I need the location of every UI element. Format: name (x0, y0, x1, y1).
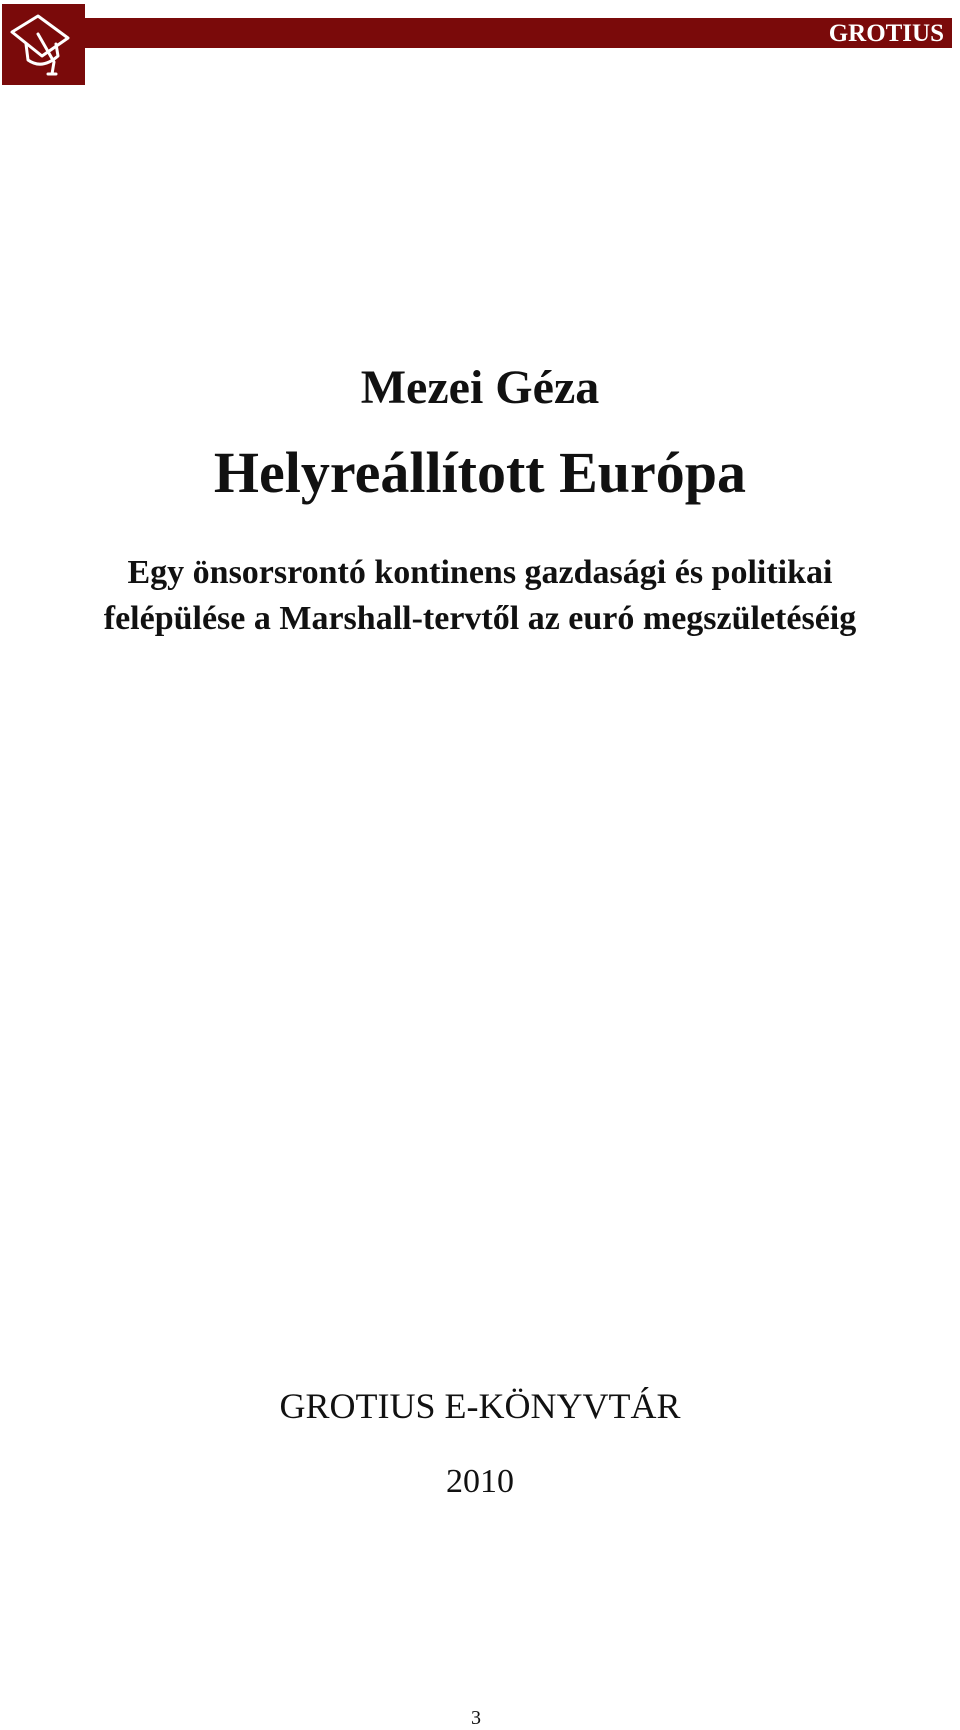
publication-year: 2010 (446, 1463, 514, 1500)
subtitle-line: felépülése a Marshall-tervtől az euró megszületéséig (103, 600, 857, 637)
publisher-name: GROTIUS E-KÖNYVTÁR (279, 1386, 681, 1426)
header-bar (84, 18, 952, 48)
grotius-logo (2, 4, 85, 85)
book-title: Helyreállított Európa (213, 440, 747, 505)
header-brand: GROTIUS (828, 20, 944, 47)
book-subtitle (0, 550, 960, 642)
author-name: Mezei Géza (360, 361, 600, 414)
page-number: 3 (471, 1707, 481, 1729)
graduation-cap-icon (2, 4, 85, 85)
subtitle-line: Egy önsorsrontó kontinens gazdasági és politikai (127, 554, 833, 591)
